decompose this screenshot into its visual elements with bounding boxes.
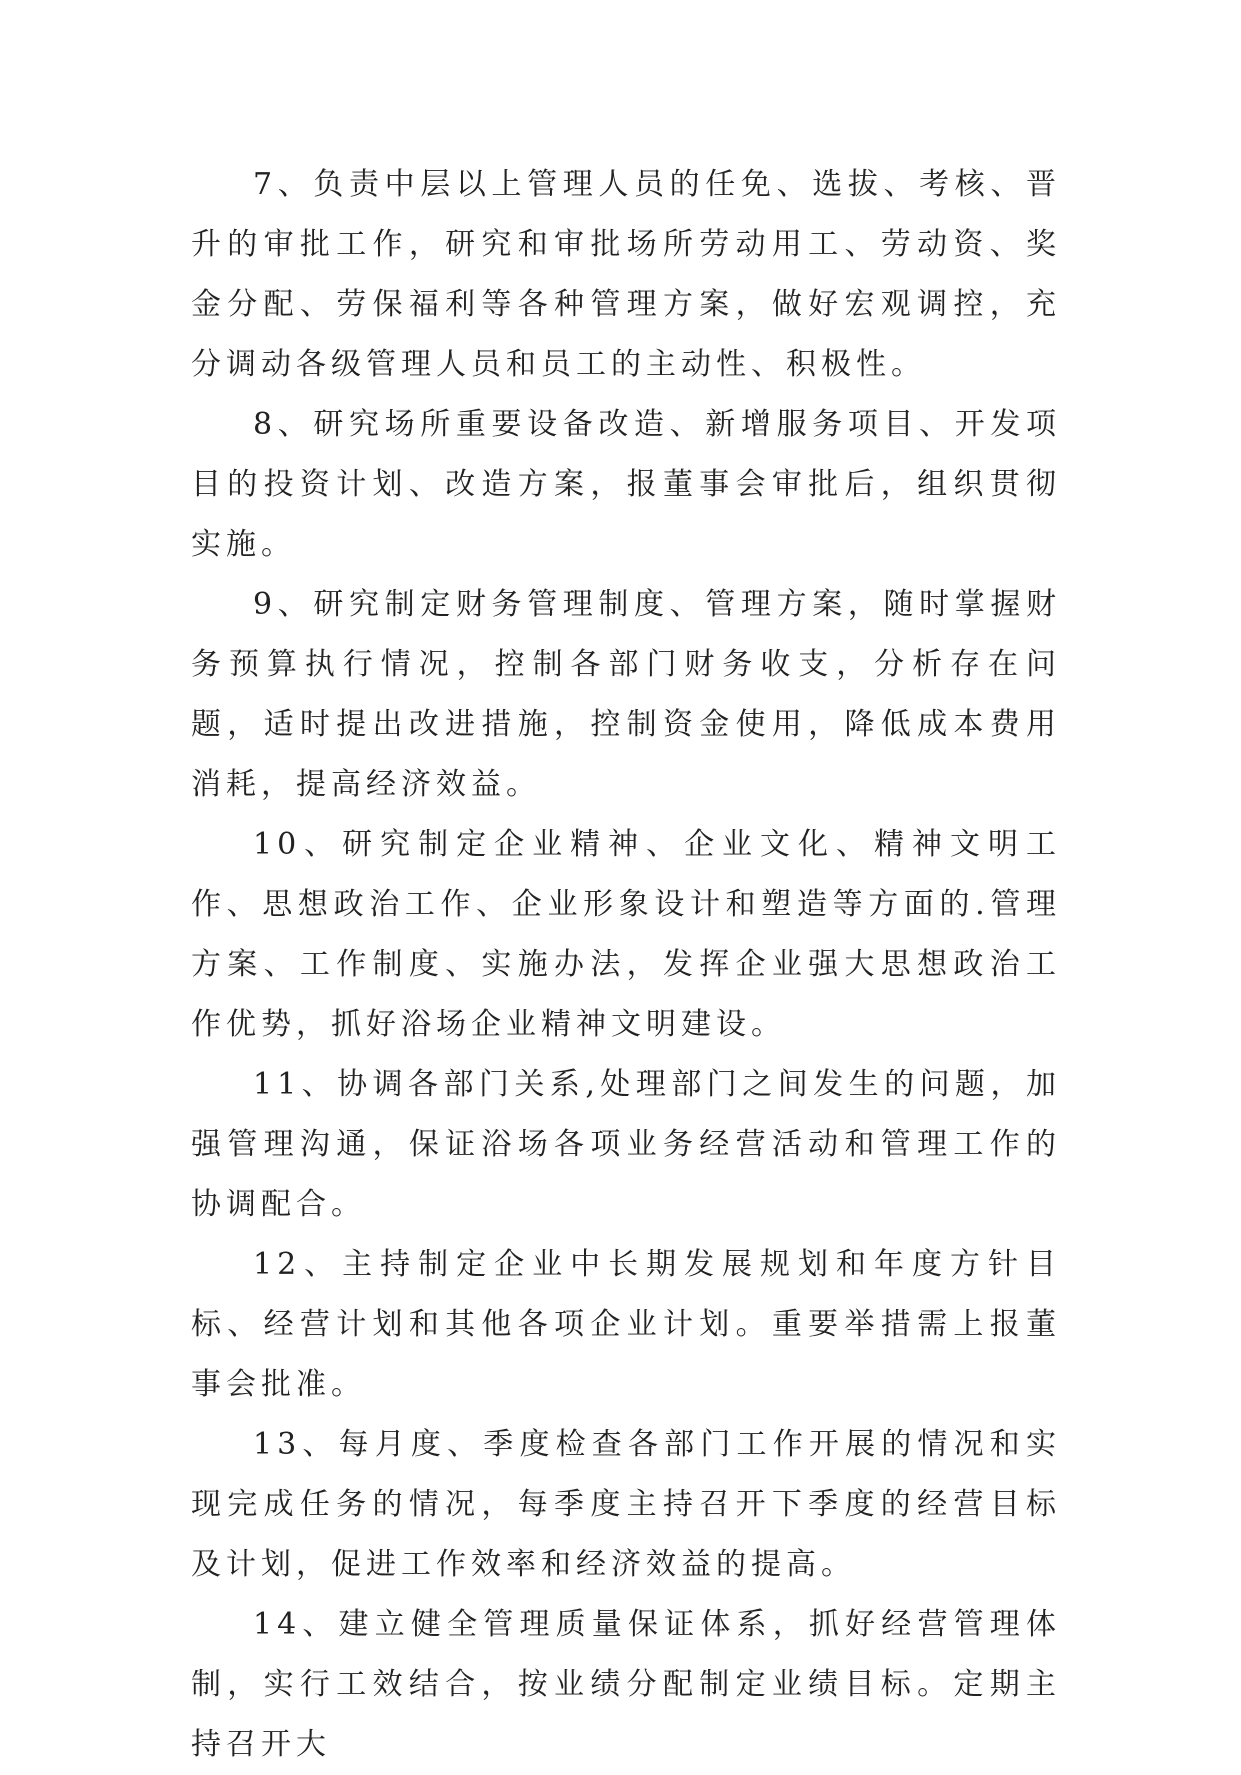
paragraph-item-8: 8、研究场所重要设备改造、新增服务项目、开发项目的投资计划、改造方案，报董事会审批后，组织贯彻实施。 bbox=[191, 407, 1061, 562]
paragraph-item-14: 14、建立健全管理质量保证体系，抓好经营管理体制，实行工效结合，按业绩分配制定业绩目标。定期主持召开大 bbox=[191, 1607, 1061, 1762]
paragraph-item-13: 13、每月度、季度检查各部门工作开展的情况和实现完成任务的情况，每季度主持召开下季度的经营目标及计划，促进工作效率和经济效益的提高。 bbox=[191, 1427, 1061, 1582]
paragraph-item-12: 12、主持制定企业中长期发展规划和年度方针目标、经营计划和其他各项企业计划。重要举措需上报董事会批准。 bbox=[191, 1247, 1061, 1402]
paragraph-item-7: 7、负责中层以上管理人员的任免、选拔、考核、晋升的审批工作，研究和审批场所劳动用工、劳动资、奖金分配、劳保福利等各种管理方案，做好宏观调控，充分调动各级管理人员和员工的主动性、积极性。 bbox=[191, 167, 1061, 382]
paragraph-item-11: 11、协调各部门关系,处理部门之间发生的问题，加强管理沟通，保证浴场各项业务经营活动和管理工作的协调配合。 bbox=[191, 1067, 1061, 1222]
document-body bbox=[191, 155, 1061, 1775]
paragraph-item-10: 10、研究制定企业精神、企业文化、精神文明工作、思想政治工作、企业形象设计和塑造等方面的.管理方案、工作制度、实施办法，发挥企业强大思想政治工作优势，抓好浴场企业精神文明建设。 bbox=[191, 827, 1061, 1042]
paragraph-item-9: 9、研究制定财务管理制度、管理方案，随时掌握财务预算执行情况，控制各部门财务收支，分析存在问题，适时提出改进措施，控制资金使用，降低成本费用消耗，提高经济效益。 bbox=[191, 587, 1061, 802]
